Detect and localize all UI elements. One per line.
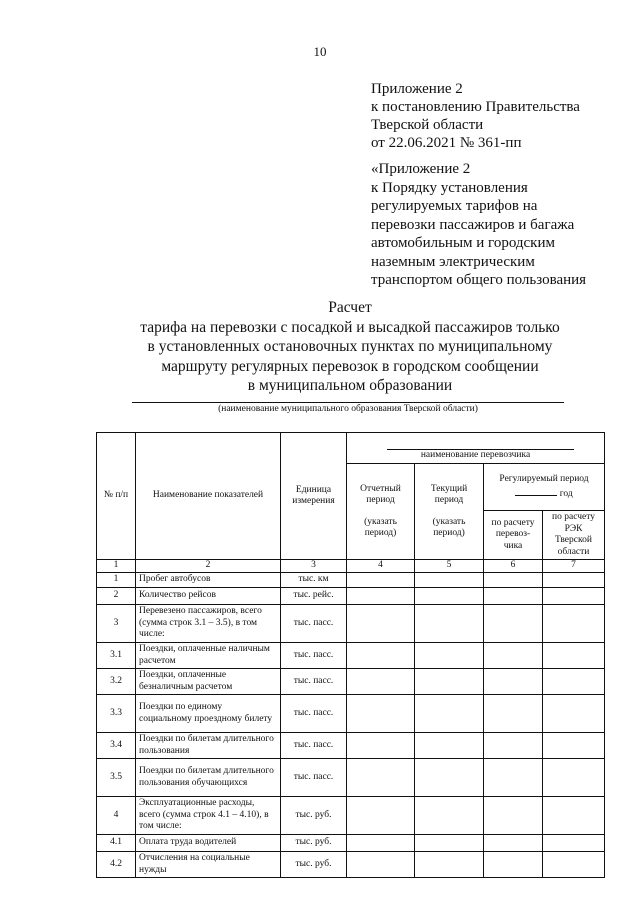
- row-indicator-name: Отчисления на социальные нужды: [136, 852, 281, 878]
- row-unit: тыс. руб.: [281, 835, 347, 852]
- appendix-line: Тверской области: [371, 117, 484, 133]
- value-cell: [347, 573, 415, 588]
- row-indicator-name: Оплата труда водителей: [136, 835, 281, 852]
- row-number: 1: [97, 573, 136, 588]
- table-row: [97, 759, 605, 797]
- appendix-line: к постановлению Правительства: [371, 99, 580, 115]
- value-cell: [484, 588, 543, 605]
- value-cell: [347, 605, 415, 643]
- row-indicator-name: Поездки, оплаченные безналичным расчетом: [136, 669, 281, 695]
- row-unit: тыс. руб.: [281, 852, 347, 878]
- value-cell: [347, 588, 415, 605]
- title-line: в установленных остановочных пунктах по муниципальному: [147, 338, 553, 355]
- year-blank-line: [515, 486, 557, 496]
- header-regulated-period: [484, 464, 605, 511]
- row-number: 4.1: [97, 835, 136, 852]
- header-row: [97, 433, 605, 464]
- carrier-caption: наименование перевозчика: [420, 450, 531, 460]
- row-indicator-name: Количество рейсов: [136, 588, 281, 605]
- row-unit: тыс. пасс.: [281, 759, 347, 797]
- row-number: 3.1: [97, 643, 136, 669]
- header-current-period: [415, 464, 484, 560]
- value-cell: [484, 835, 543, 852]
- header-num: № п/п: [97, 433, 136, 560]
- municipality-blank-line: [132, 402, 564, 403]
- column-number: 2: [136, 560, 281, 573]
- value-cell: [543, 759, 605, 797]
- row-unit: тыс. пасс.: [281, 669, 347, 695]
- value-cell: [347, 852, 415, 878]
- value-cell: [484, 852, 543, 878]
- value-cell: [415, 643, 484, 669]
- value-cell: [484, 797, 543, 835]
- row-indicator-name: Пробег автобусов: [136, 573, 281, 588]
- value-cell: [484, 695, 543, 733]
- row-number: 3.2: [97, 669, 136, 695]
- column-number: 4: [347, 560, 415, 573]
- appendix2-line: к Порядку установления: [371, 179, 528, 196]
- table-row: [97, 797, 605, 835]
- row-number: 2: [97, 588, 136, 605]
- value-cell: [484, 573, 543, 588]
- value-cell: [415, 695, 484, 733]
- value-cell: [484, 643, 543, 669]
- row-number: 3: [97, 605, 136, 643]
- value-cell: [484, 733, 543, 759]
- appendix2-line: перевозки пассажиров и багажа: [371, 216, 575, 233]
- appendix2-line: наземным электрическим: [371, 253, 535, 270]
- value-cell: [484, 669, 543, 695]
- value-cell: [415, 852, 484, 878]
- value-cell: [543, 733, 605, 759]
- title-line: в муниципальном образовании: [247, 377, 453, 394]
- row-number: 3.5: [97, 759, 136, 797]
- value-cell: [415, 588, 484, 605]
- table-row: [97, 695, 605, 733]
- value-cell: [543, 852, 605, 878]
- regulated-year-label: год: [559, 488, 573, 499]
- row-indicator-name: Поездки по единому социальному проездному билету: [136, 695, 281, 733]
- title-line: Расчет: [328, 299, 372, 316]
- appendix-line: от 22.06.2021 № 361-пп: [371, 135, 522, 151]
- table-row: [97, 733, 605, 759]
- row-unit: тыс. пасс.: [281, 643, 347, 669]
- value-cell: [543, 695, 605, 733]
- value-cell: [543, 835, 605, 852]
- value-cell: [415, 835, 484, 852]
- value-cell: [415, 797, 484, 835]
- appendix-header: [371, 80, 580, 152]
- row-unit: тыс. пасс.: [281, 733, 347, 759]
- value-cell: [347, 695, 415, 733]
- value-cell: [347, 797, 415, 835]
- column-number-row: [97, 560, 605, 573]
- municipality-caption: (наименование муниципального образования Тверской области): [218, 404, 478, 414]
- value-cell: [347, 669, 415, 695]
- column-number: 7: [543, 560, 605, 573]
- row-number: 3.4: [97, 733, 136, 759]
- row-unit: тыс. пасс.: [281, 605, 347, 643]
- row-unit: тыс. км: [281, 573, 347, 588]
- row-number: 4.2: [97, 852, 136, 878]
- table-row: [97, 573, 605, 588]
- page-number: 10: [313, 44, 327, 59]
- row-indicator-name: Эксплуатационные расходы, всего (сумма строк 4.1 – 4.10), в том числе:: [136, 797, 281, 835]
- appendix2-line: транспортом общего пользования: [371, 272, 587, 288]
- current-note: (указать период): [432, 516, 466, 538]
- tariff-table: [96, 432, 605, 878]
- value-cell: [484, 759, 543, 797]
- appendix2-line: регулируемых тарифов на: [371, 198, 538, 214]
- appendix2-line: «Приложение 2: [371, 161, 471, 177]
- value-cell: [415, 669, 484, 695]
- column-number: 5: [415, 560, 484, 573]
- value-cell: [415, 733, 484, 759]
- value-cell: [543, 573, 605, 588]
- reported-note: (указать период): [364, 516, 397, 538]
- header-by-carrier: по расчету перевоз-чика: [484, 511, 543, 560]
- value-cell: [347, 759, 415, 797]
- column-number: 1: [97, 560, 136, 573]
- value-cell: [347, 643, 415, 669]
- column-number: 6: [484, 560, 543, 573]
- header-by-rek: по расчету РЭК Тверской области: [543, 511, 605, 560]
- table-row: [97, 852, 605, 878]
- header-reported-period: [347, 464, 415, 560]
- row-indicator-name: Перевезено пассажиров, всего (сумма строк 3.1 – 3.5), в том числе:: [136, 605, 281, 643]
- row-indicator-name: Поездки, оплаченные наличным расчетом: [136, 643, 281, 669]
- row-number: 4: [97, 797, 136, 835]
- row-number: 3.3: [97, 695, 136, 733]
- row-unit: тыс. руб.: [281, 797, 347, 835]
- value-cell: [415, 573, 484, 588]
- column-number: 3: [281, 560, 347, 573]
- table-row: [97, 669, 605, 695]
- document-title: [100, 298, 600, 396]
- current-title: Текущий период: [430, 483, 468, 505]
- value-cell: [347, 733, 415, 759]
- value-cell: [484, 605, 543, 643]
- table-row: [97, 605, 605, 643]
- header-unit: Единица измерения: [281, 433, 347, 560]
- value-cell: [543, 605, 605, 643]
- row-indicator-name: Поездки по билетам длительного пользования: [136, 733, 281, 759]
- table-row: [97, 835, 605, 852]
- value-cell: [543, 669, 605, 695]
- value-cell: [347, 835, 415, 852]
- header-name: Наименование показателей: [136, 433, 281, 560]
- appendix2-header: [371, 160, 586, 290]
- table-row: [97, 588, 605, 605]
- row-indicator-name: Поездки по билетам длительного пользования обучающихся: [136, 759, 281, 797]
- value-cell: [415, 759, 484, 797]
- row-unit: тыс. пасс.: [281, 695, 347, 733]
- value-cell: [415, 605, 484, 643]
- appendix-line: Приложение 2: [371, 81, 463, 97]
- row-unit: тыс. рейс.: [281, 588, 347, 605]
- reported-title: Отчетный период: [360, 483, 401, 505]
- table-row: [97, 643, 605, 669]
- value-cell: [543, 797, 605, 835]
- value-cell: [543, 643, 605, 669]
- appendix2-line: автомобильным и городским: [371, 235, 555, 251]
- title-line: маршруту регулярных перевозок в городском сообщении: [161, 357, 539, 375]
- value-cell: [543, 588, 605, 605]
- header-carrier: [347, 433, 605, 464]
- title-line: тарифа на перевозки с посадкой и высадкой пассажиров только: [140, 318, 560, 336]
- regulated-title: Регулируемый период: [499, 474, 589, 484]
